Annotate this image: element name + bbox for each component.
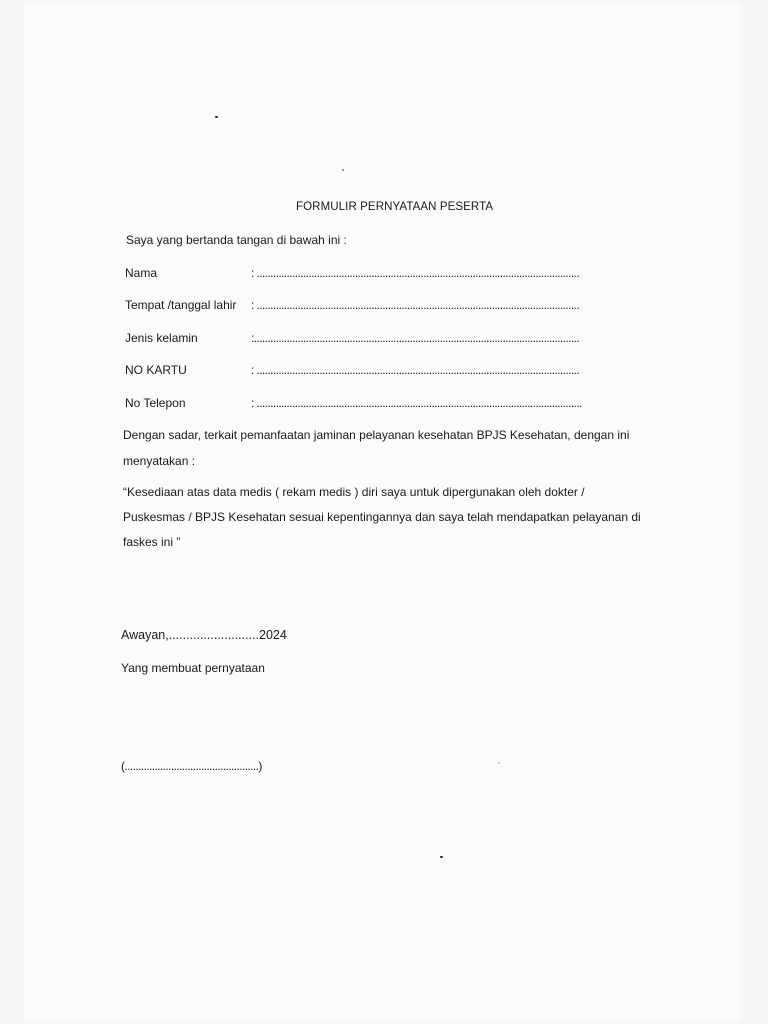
field-label-nama: Nama <box>125 266 158 280</box>
field-label-no-kartu: NO KARTU <box>125 363 187 377</box>
field-label-jenis-kelamin: Jenis kelamin <box>125 331 198 345</box>
quote-line-2: Puskesmas / BPJS Kesehatan sesuai kepentingannya dan saya telah mendapatkan pelayanan di <box>123 510 641 524</box>
field-line-no-kartu: : ...................................................................................................................... <box>251 363 580 377</box>
field-line-tempat-tanggal-lahir: : ...................................................................................................................... <box>251 298 580 312</box>
intro-text: Saya yang bertanda tangan di bawah ini : <box>126 233 347 247</box>
field-line-nama: : ...................................................................................................................... <box>251 266 580 280</box>
quote-line-3: faskes ini ” <box>123 535 181 549</box>
document-page <box>22 0 742 1024</box>
scan-speck <box>215 116 218 118</box>
scan-speck <box>498 762 500 764</box>
statement-line-2: menyatakan : <box>123 454 196 468</box>
form-title: FORMULIR PERNYATAAN PESERTA <box>296 201 494 213</box>
field-label-tempat-tanggal-lahir: Tempat /tanggal lahir <box>125 298 237 312</box>
scan-speck <box>342 169 344 171</box>
field-line-no-telepon: : ....................................................................................................................... <box>251 396 582 410</box>
field-label-no-telepon: No Telepon <box>125 396 186 410</box>
quote-line-1: “Kesediaan atas data medis ( rekam medis ) diri saya untuk dipergunakan oleh dokter / <box>123 485 585 499</box>
field-line-jenis-kelamin: :....................................................................................................................... <box>251 331 580 345</box>
signature-line: (.................................................) <box>121 759 262 773</box>
statement-line-1: Dengan sadar, terkait pemanfaatan jaminan pelayanan kesehatan BPJS Kesehatan, dengan ini <box>123 428 630 442</box>
maker-label: Yang membuat pernyataan <box>121 661 265 675</box>
place-date-line: Awayan,..........................2024 <box>121 628 287 642</box>
scan-speck <box>440 856 443 858</box>
